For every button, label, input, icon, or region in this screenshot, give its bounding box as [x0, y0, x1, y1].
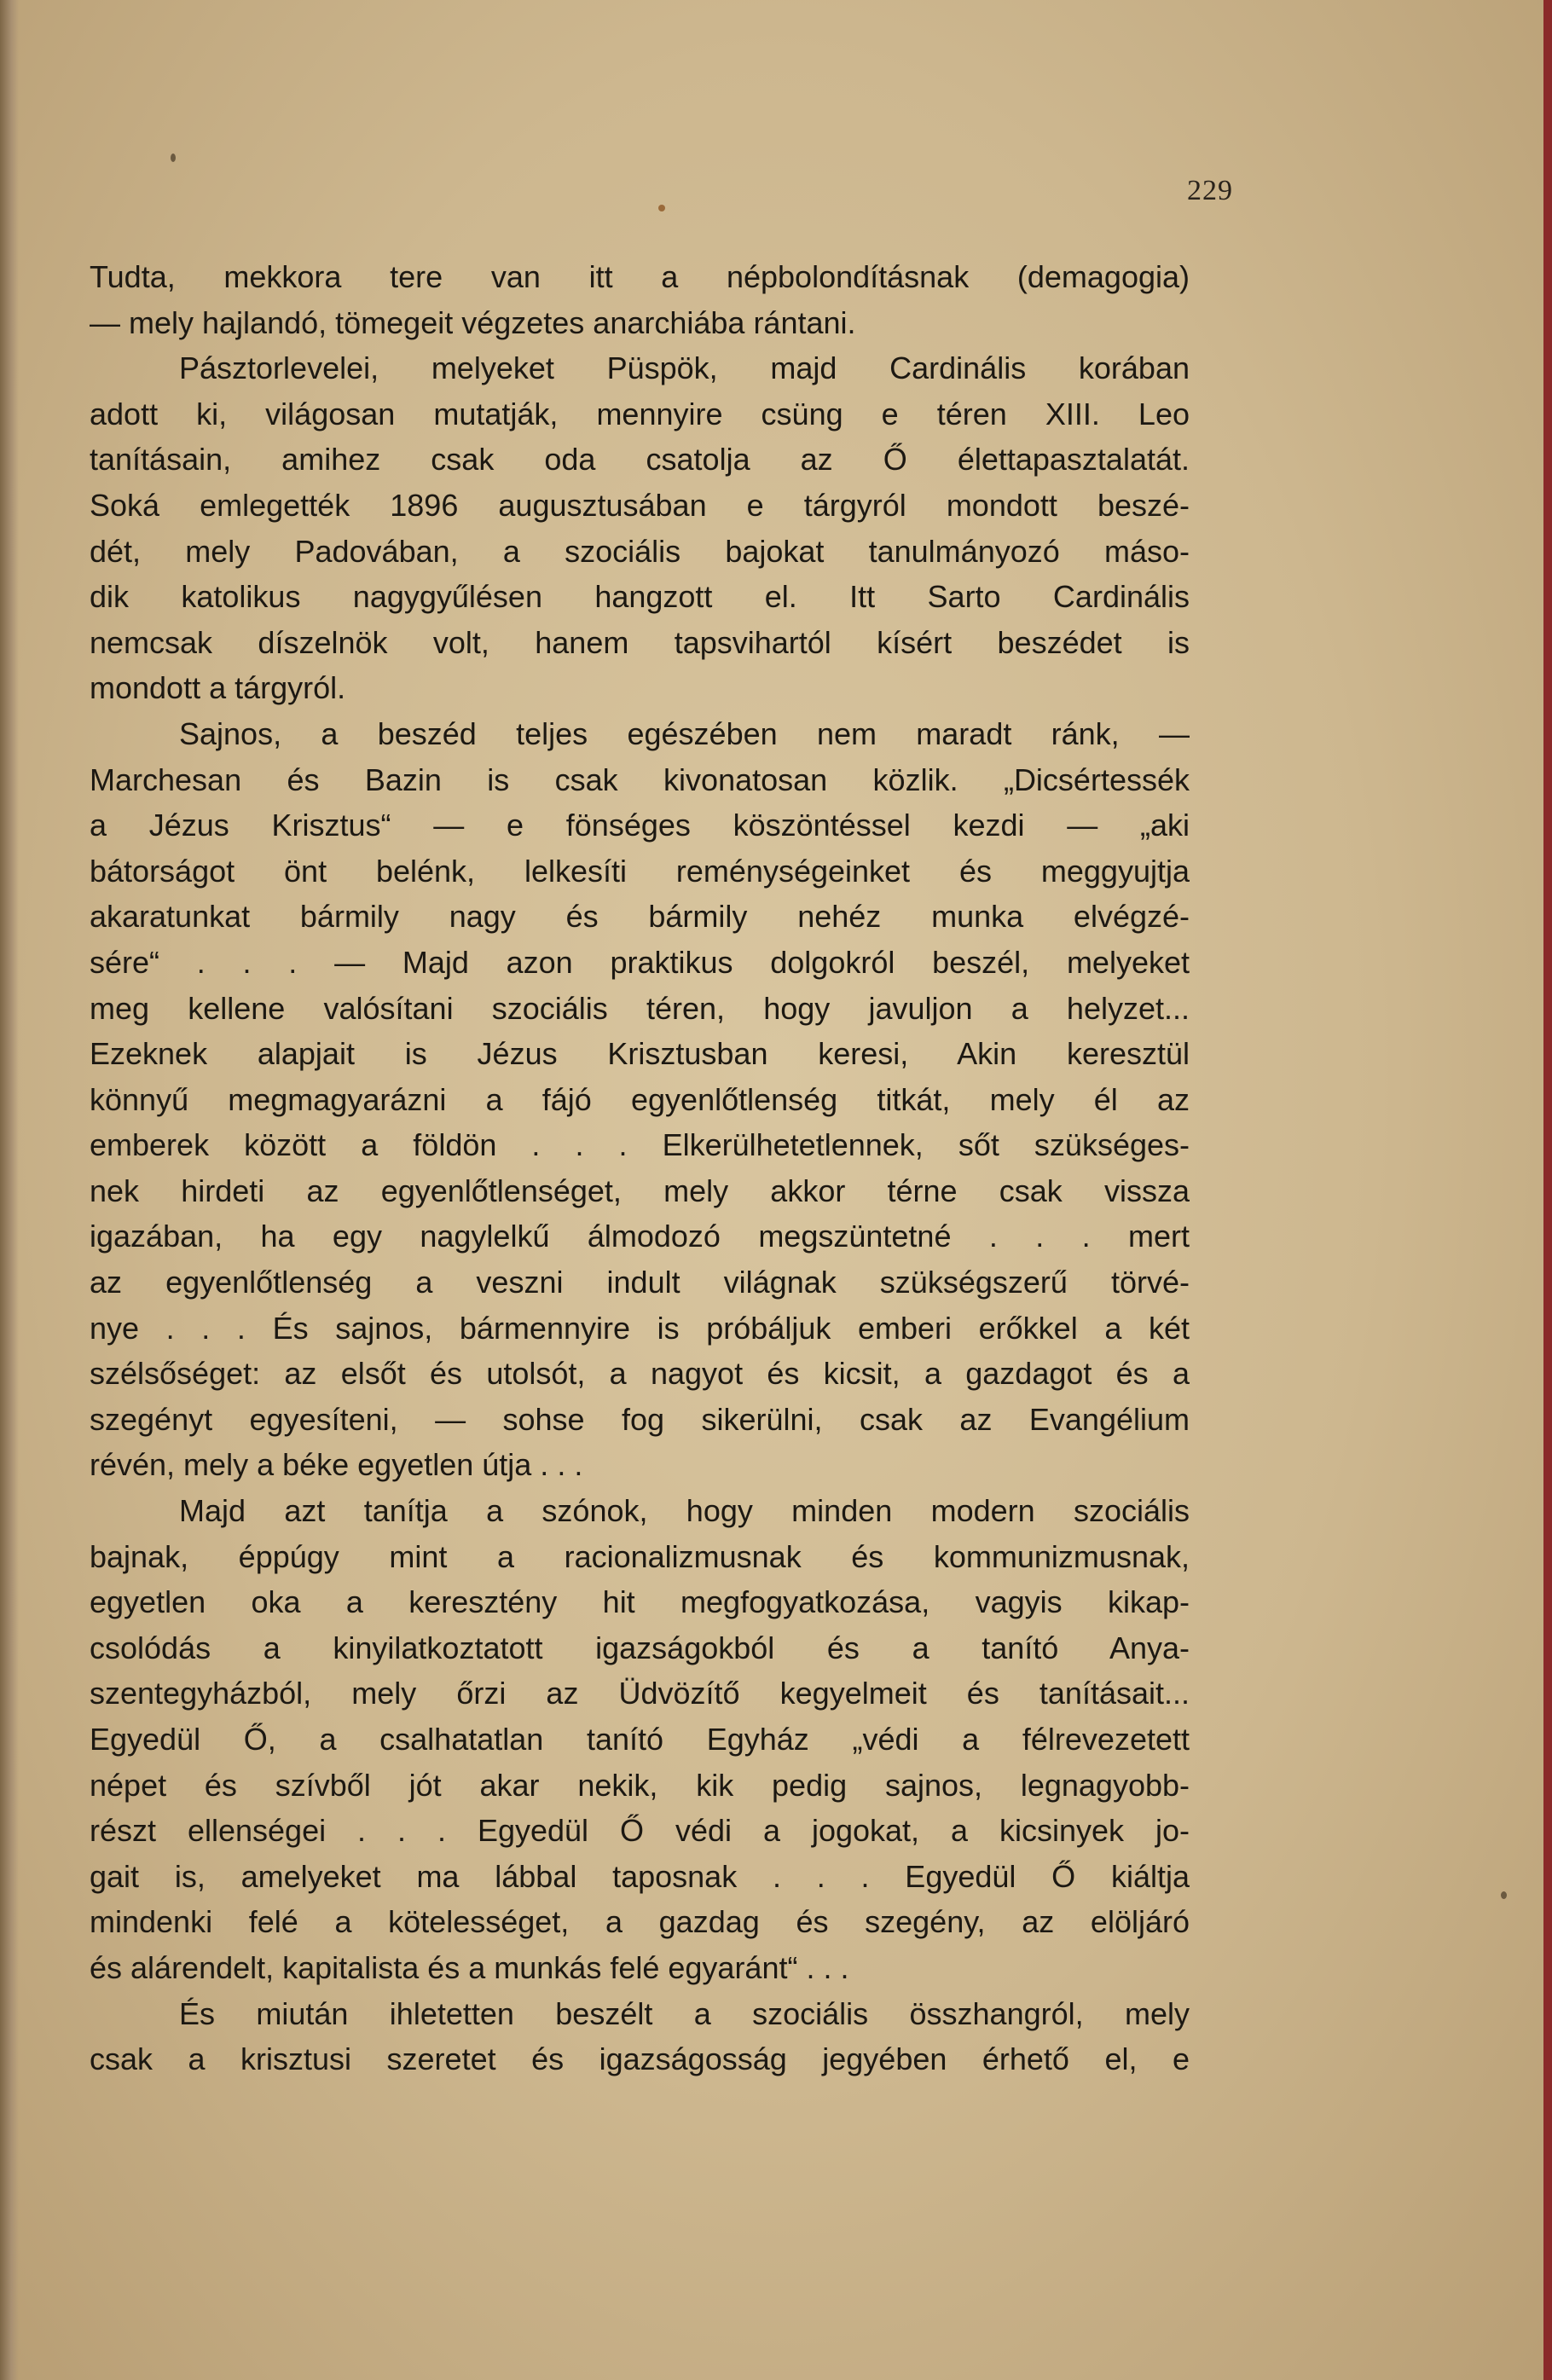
text-line: nek hirdeti az egyenlőtlenséget, mely akkor térne csak vissza [90, 1173, 1190, 1208]
text-line: részt ellenségei . . . Egyedül Ő védi a jogokat, a kicsinyek jo- [90, 1813, 1190, 1849]
page-number: 229 [1187, 175, 1233, 206]
page-edge-strip [1543, 0, 1552, 2380]
text-line: Soká emlegették 1896 augusztusában e tárgyról mondott beszé- [90, 487, 1190, 523]
text-line: csolódás a kinyilatkoztatott igazságokból és a tanító Anya- [90, 1630, 1190, 1665]
text-line: népet és szívből jót akar nekik, kik pedig sajnos, legnagyobb- [90, 1767, 1190, 1803]
text-line: csak a krisztusi szeretet és igazságosság jegyében érhető el, e [90, 2041, 1190, 2077]
text-line: emberek között a földön . . . Elkerülhetetlennek, sőt szükséges- [90, 1127, 1190, 1163]
text-line: Sajnos, a beszéd teljes egészében nem maradt ránk, — [179, 715, 1190, 751]
text-line: az egyenlőtlenség a veszni indult világnak szükségszerű törvé- [90, 1265, 1190, 1300]
text-line: gait is, amelyeket ma lábbal taposnak . . . Egyedül Ő kiáltja [90, 1858, 1190, 1894]
text-line: Marchesan és Bazin is csak kivonatosan közlik. „Dicsértessék [90, 761, 1190, 797]
text-line: igazában, ha egy nagylelkű álmodozó megszüntetné . . . mert [90, 1219, 1190, 1254]
page-binding-shadow [0, 0, 19, 2380]
text-line: És miután ihletetten beszélt a szociális összhangról, mely [179, 1995, 1190, 2031]
text-line: dét, mely Padovában, a szociális bajokat tanulmányozó máso- [90, 533, 1190, 569]
text-line: adott ki, világosan mutatják, mennyire csüng e téren XIII. Leo [90, 396, 1190, 431]
text-line: nemcsak díszelnök volt, hanem tapsvihartól kísért beszédet is [90, 624, 1190, 660]
text-line: Majd azt tanítja a szónok, hogy minden modern szociális [179, 1493, 1190, 1529]
text-line: sére“ . . . — Majd azon praktikus dolgokról beszél, melyeket [90, 944, 1190, 980]
text-line: szélsőséget: az elsőt és utolsót, a nagyot és kicsit, a gazdagot és a [90, 1356, 1190, 1392]
text-line: Egyedül Ő, a csalhatatlan tanító Egyház „védi a félrevezetett [90, 1722, 1190, 1757]
text-line: bátorságot önt belénk, lelkesíti reménységeinket és meggyujtja [90, 853, 1190, 889]
text-line: mindenki felé a kötelességet, a gazdag és szegény, az elöljáró [90, 1904, 1190, 1940]
text-line: mondott a tárgyról. [90, 670, 346, 706]
text-line: dik katolikus nagygyűlésen hangzott el. Itt Sarto Cardinális [90, 579, 1190, 615]
text-line: révén, mely a béke egyetlen útja . . . [90, 1447, 583, 1483]
text-line: könnyű megmagyarázni a fájó egyenlőtlenség titkát, mely él az [90, 1081, 1190, 1117]
text-line: és alárendelt, kapitalista és a munkás felé egyaránt“ . . . [90, 1949, 849, 1985]
text-line: a Jézus Krisztus“ — e fönséges köszöntéssel kezdi — „aki [90, 808, 1190, 843]
text-line: szegényt egyesíteni, — sohse fog sikerülni, csak az Evangélium [90, 1401, 1190, 1437]
text-line: Tudta, mekkora tere van itt a népbolondításnak (demagogia) [90, 259, 1190, 294]
text-line: Pásztorlevelei, melyeket Püspök, majd Cardinális korában [179, 350, 1190, 386]
print-speck [171, 153, 176, 162]
text-line: meg kellene valósítani szociális téren, hogy javuljon a helyzet... [90, 990, 1190, 1026]
text-line: egyetlen oka a keresztény hit megfogyatkozása, vagyis kikap- [90, 1584, 1190, 1620]
text-line: bajnak, éppúgy mint a racionalizmusnak és kommunizmusnak, [90, 1538, 1190, 1574]
text-line: — mely hajlandó, tömegeit végzetes anarchiába rántani. [90, 304, 856, 340]
text-line: Ezeknek alapjait is Jézus Krisztusban keresi, Akin keresztül [90, 1036, 1190, 1072]
body-text [90, 254, 1190, 2082]
print-speck [658, 205, 665, 211]
text-line: tanításain, amihez csak oda csatolja az Ő élettapasztalatát. [90, 442, 1190, 478]
text-line: akaratunkat bármily nagy és bármily nehéz munka elvégzé- [90, 899, 1190, 935]
text-line: szentegyházból, mely őrzi az Üdvözítő kegyelmeit és tanításait... [90, 1676, 1190, 1711]
text-line: nye . . . És sajnos, bármennyire is próbáljuk emberi erőkkel a két [90, 1310, 1190, 1346]
print-speck [1501, 1891, 1507, 1899]
